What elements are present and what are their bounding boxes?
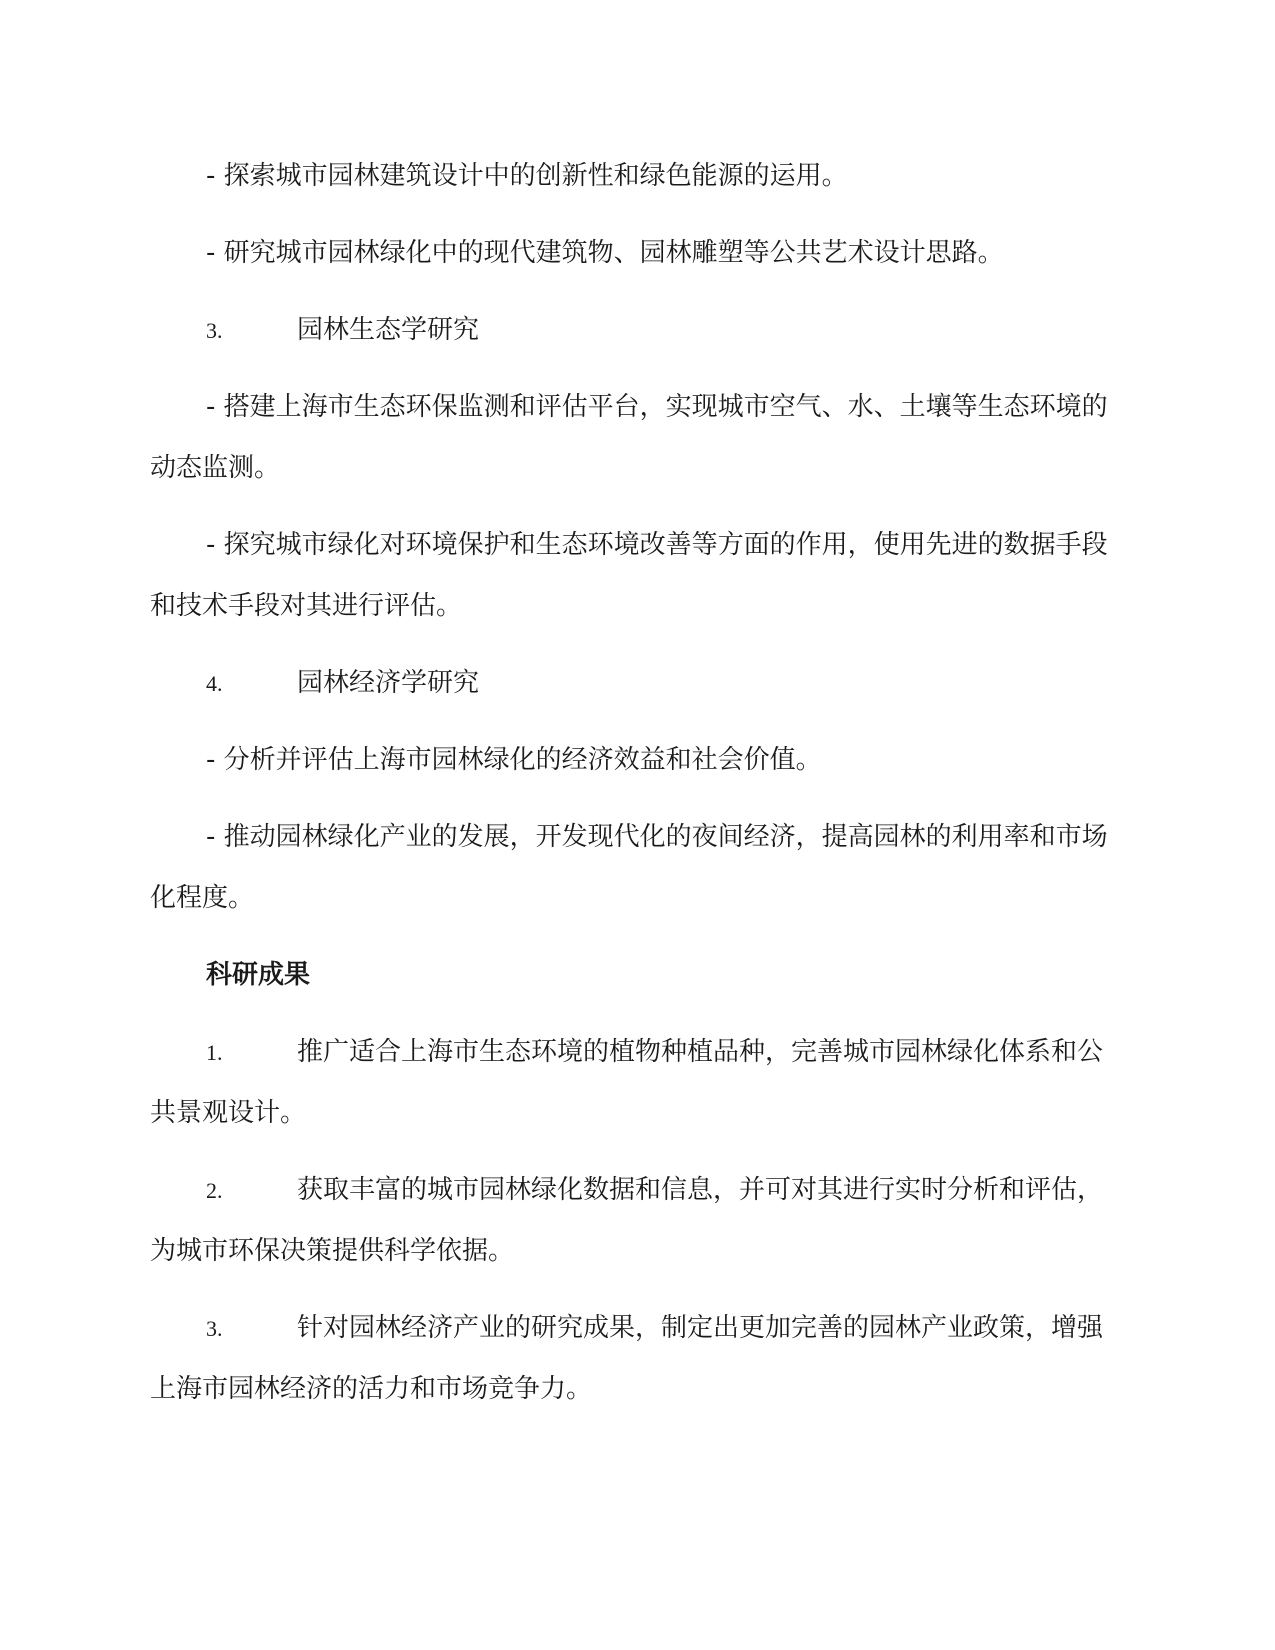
paragraph: - 探究城市绿化对环境保护和生态环境改善等方面的作用，使用先进的数据手段和技术手段对其进行评估。 xyxy=(150,530,1108,621)
section-title: 园林生态学研究 xyxy=(297,315,480,345)
list-number: 3. xyxy=(206,1316,223,1341)
numbered-paragraph-text: 针对园林经济产业的研究成果，制定出更加完善的园林产业政策，增强上海市园林经济的活力和市场竞争力。 xyxy=(150,1313,1104,1404)
section-item xyxy=(150,653,1110,714)
list-number: 1. xyxy=(206,1040,223,1065)
section-item xyxy=(150,300,1110,361)
list-number: 2. xyxy=(206,1178,223,1203)
paragraph: - 研究城市园林绿化中的现代建筑物、园林雕塑等公共艺术设计思路。 xyxy=(206,238,1004,268)
paragraph: - 搭建上海市生态环保监测和评估平台，实现城市空气、水、土壤等生态环境的动态监测。 xyxy=(150,392,1108,483)
section-title: 园林经济学研究 xyxy=(297,668,480,698)
list-number: 4. xyxy=(206,671,223,696)
numbered-paragraph xyxy=(150,1298,1110,1420)
numbered-paragraph xyxy=(150,1022,1110,1144)
paragraph: - 探索城市园林建筑设计中的创新性和绿色能源的运用。 xyxy=(206,161,848,191)
section-heading: 科研成果 xyxy=(206,960,311,990)
paragraph: - 分析并评估上海市园林绿化的经济效益和社会价值。 xyxy=(206,745,822,775)
paragraph: - 推动园林绿化产业的发展，开发现代化的夜间经济，提高园林的利用率和市场化程度。 xyxy=(150,822,1108,913)
numbered-paragraph xyxy=(150,1160,1110,1282)
numbered-paragraph-text: 推广适合上海市生态环境的植物种植品种，完善城市园林绿化体系和公共景观设计。 xyxy=(150,1037,1104,1128)
list-number: 3. xyxy=(206,318,223,343)
numbered-paragraph-text: 获取丰富的城市园林绿化数据和信息，并可对其进行实时分析和评估，为城市环保决策提供科学依据。 xyxy=(150,1175,1104,1266)
document-body xyxy=(150,146,1110,1436)
